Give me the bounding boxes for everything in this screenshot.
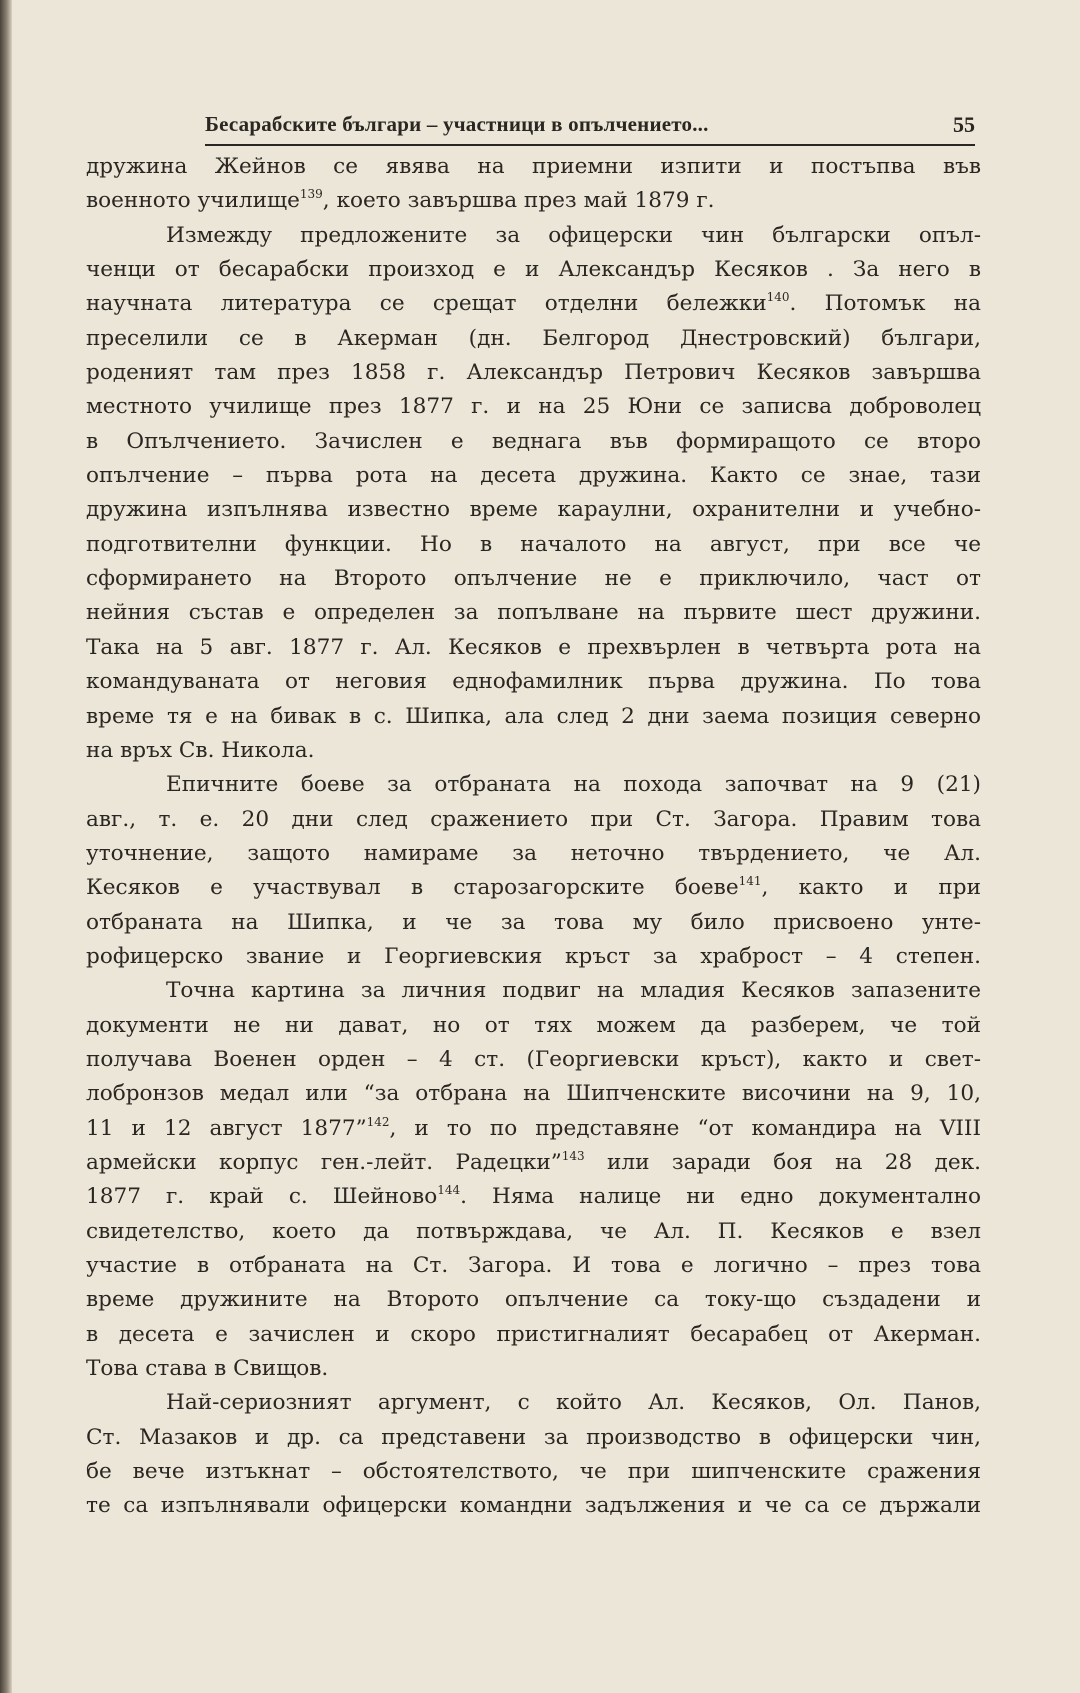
line-text: в десета е зачислен и скоро пристигналият бесарабец от Акерман.	[86, 1321, 981, 1347]
text-line	[86, 1386, 981, 1420]
line-text-after: , както и при	[761, 875, 981, 901]
page-binding-edge	[0, 0, 12, 1693]
line-text: 11 и 12 август 1877”	[86, 1115, 367, 1141]
line-text: Епичните боеве за отбраната на похода започват на 9 (21)	[166, 772, 981, 798]
line-text: нейния състав е определен за попълване на първите шест дружини.	[86, 600, 981, 626]
line-text: научната литература се срещат отделни бележки	[86, 291, 767, 317]
text-line	[86, 1077, 981, 1111]
footnote-ref: 143	[561, 1148, 585, 1163]
line-text: Измежду предложените за офицерски чин български опъл-	[166, 222, 981, 248]
line-text: сформирането на Второто опълчение не е приключило, част от	[86, 566, 981, 592]
footnote-ref: 141	[738, 874, 762, 889]
line-text: опълчение – първа рота на десета дружина. Както се знае, тази	[86, 463, 981, 489]
footnote-ref: 144	[437, 1183, 461, 1198]
text-line	[86, 665, 981, 699]
text-line	[86, 390, 981, 424]
line-text: ченци от бесарабски произход е и Александър Кесяков . За него в	[86, 257, 981, 283]
text-line	[86, 1249, 981, 1283]
line-text: лобронзов медал или “за отбрана на Шипченските височини на 9, 10,	[86, 1081, 981, 1107]
body-text	[86, 150, 981, 1524]
line-text: Това става в Свищов.	[86, 1356, 329, 1382]
text-line	[86, 356, 981, 390]
line-text: роденият там през 1858 г. Александър Петрович Кесяков завършва	[86, 360, 981, 386]
line-text: отбраната на Шипка, и че за това му било присвоено унте-	[86, 909, 981, 935]
line-text: дружина изпълнява известно време караулни, охранителни и учебно-	[86, 497, 981, 523]
text-line	[86, 906, 981, 940]
text-line	[86, 768, 981, 802]
running-title: Бесарабските българи – участници в опълчението...	[205, 112, 709, 136]
text-line	[86, 1489, 981, 1523]
line-text: военното училище	[86, 188, 300, 214]
line-text: Точна картина за личния подвиг на младия Кесяков запазените	[166, 978, 981, 1004]
line-text: в Опълчението. Зачислен е веднага във формиращото се второ	[86, 428, 981, 454]
line-text: 1877 г. край с. Шейново	[86, 1184, 438, 1210]
text-line	[86, 700, 981, 734]
text-line	[86, 1455, 981, 1489]
line-text: подготвителни функции. Но в началото на август, при все че	[86, 531, 981, 557]
text-line	[86, 1146, 981, 1180]
text-line	[86, 1352, 981, 1386]
line-text: Ст. Мазаков и др. са представени за производство в офицерски чин,	[86, 1424, 981, 1450]
line-text: те са изпълнявали офицерски командни задължения и че са се държали	[86, 1493, 981, 1519]
text-line	[86, 1421, 981, 1455]
line-text: Най-сериозният аргумент, с който Ал. Кесяков, Ол. Панов,	[166, 1390, 981, 1416]
text-line	[86, 871, 981, 905]
text-line	[86, 1215, 981, 1249]
text-line	[86, 734, 981, 768]
line-text: бе вече изтъкнат – обстоятелството, че при шипченските сражения	[86, 1459, 981, 1485]
text-line	[86, 940, 981, 974]
line-text-after: или заради боя на 28 дек.	[584, 1149, 981, 1175]
line-text: авг., т. е. 20 дни след сражението при Ст. Загора. Правим това	[86, 806, 981, 832]
line-text-after: , и то по представяне “от командира на VIII	[389, 1115, 981, 1141]
line-text: Така на 5 авг. 1877 г. Ал. Кесяков е прехвърлен в четвърта рота на	[86, 634, 981, 660]
text-line	[86, 803, 981, 837]
text-line	[86, 184, 981, 218]
line-text: свидетелство, което да потвърждава, че Ал. П. Кесяков е взел	[86, 1218, 981, 1244]
footnote-ref: 142	[366, 1114, 390, 1129]
line-text: преселили се в Акерман (дн. Белгород Днестровский) българи,	[86, 325, 981, 351]
footnote-ref: 139	[299, 187, 323, 202]
line-text: рофицерско звание и Георгиевския кръст за храброст – 4 степен.	[86, 943, 981, 969]
text-line	[86, 1112, 981, 1146]
text-line	[86, 974, 981, 1008]
text-line	[86, 322, 981, 356]
line-text: получава Военен орден – 4 ст. (Георгиевски кръст), както и свет-	[86, 1046, 981, 1072]
text-line	[86, 1009, 981, 1043]
text-line	[86, 493, 981, 527]
text-line	[86, 1283, 981, 1317]
line-text: командуваната от неговия еднофамилник първа дружина. По това	[86, 669, 981, 695]
text-line	[86, 1043, 981, 1077]
line-text-after: . Потомък на	[789, 291, 982, 317]
text-line	[86, 253, 981, 287]
text-line	[86, 1318, 981, 1352]
text-line	[86, 150, 981, 184]
line-text: документи не ни дават, но от тях можем да разберем, че той	[86, 1012, 981, 1038]
line-text: участие в отбраната на Ст. Загора. И това е логично – през това	[86, 1253, 981, 1278]
text-line	[86, 425, 981, 459]
line-text: местното училище през 1877 г. и на 25 Юни се записва доброволец	[86, 394, 981, 420]
line-text-after: , което завършва през май 1879 г.	[322, 188, 715, 214]
text-line	[86, 528, 981, 562]
line-text: време тя е на бивак в с. Шипка, ала след 2 дни заема позиция северно	[86, 703, 981, 729]
text-line	[86, 596, 981, 630]
line-text: армейски корпус ген.-лейт. Радецки”	[86, 1149, 562, 1175]
line-text: уточнение, защото намираме за неточно твърдението, че Ал.	[86, 840, 981, 866]
text-line	[86, 219, 981, 253]
line-text: време дружините на Второто опълчение са току-що създадени и	[86, 1287, 981, 1313]
text-line	[86, 1180, 981, 1214]
line-text: Кесяков е участвувал в старозагорските боеве	[86, 875, 739, 901]
footnote-ref: 140	[766, 290, 790, 305]
line-text-after: . Няма налице ни едно документално	[460, 1184, 981, 1210]
text-line	[86, 631, 981, 665]
line-text: дружина Жейнов се явява на приемни изпити и постъпва във	[86, 154, 981, 179]
running-header	[205, 110, 975, 146]
page-number: 55	[953, 112, 975, 137]
text-line	[86, 562, 981, 596]
text-line	[86, 459, 981, 493]
text-line	[86, 287, 981, 321]
line-text: на връх Св. Никола.	[86, 737, 315, 763]
text-line	[86, 837, 981, 871]
